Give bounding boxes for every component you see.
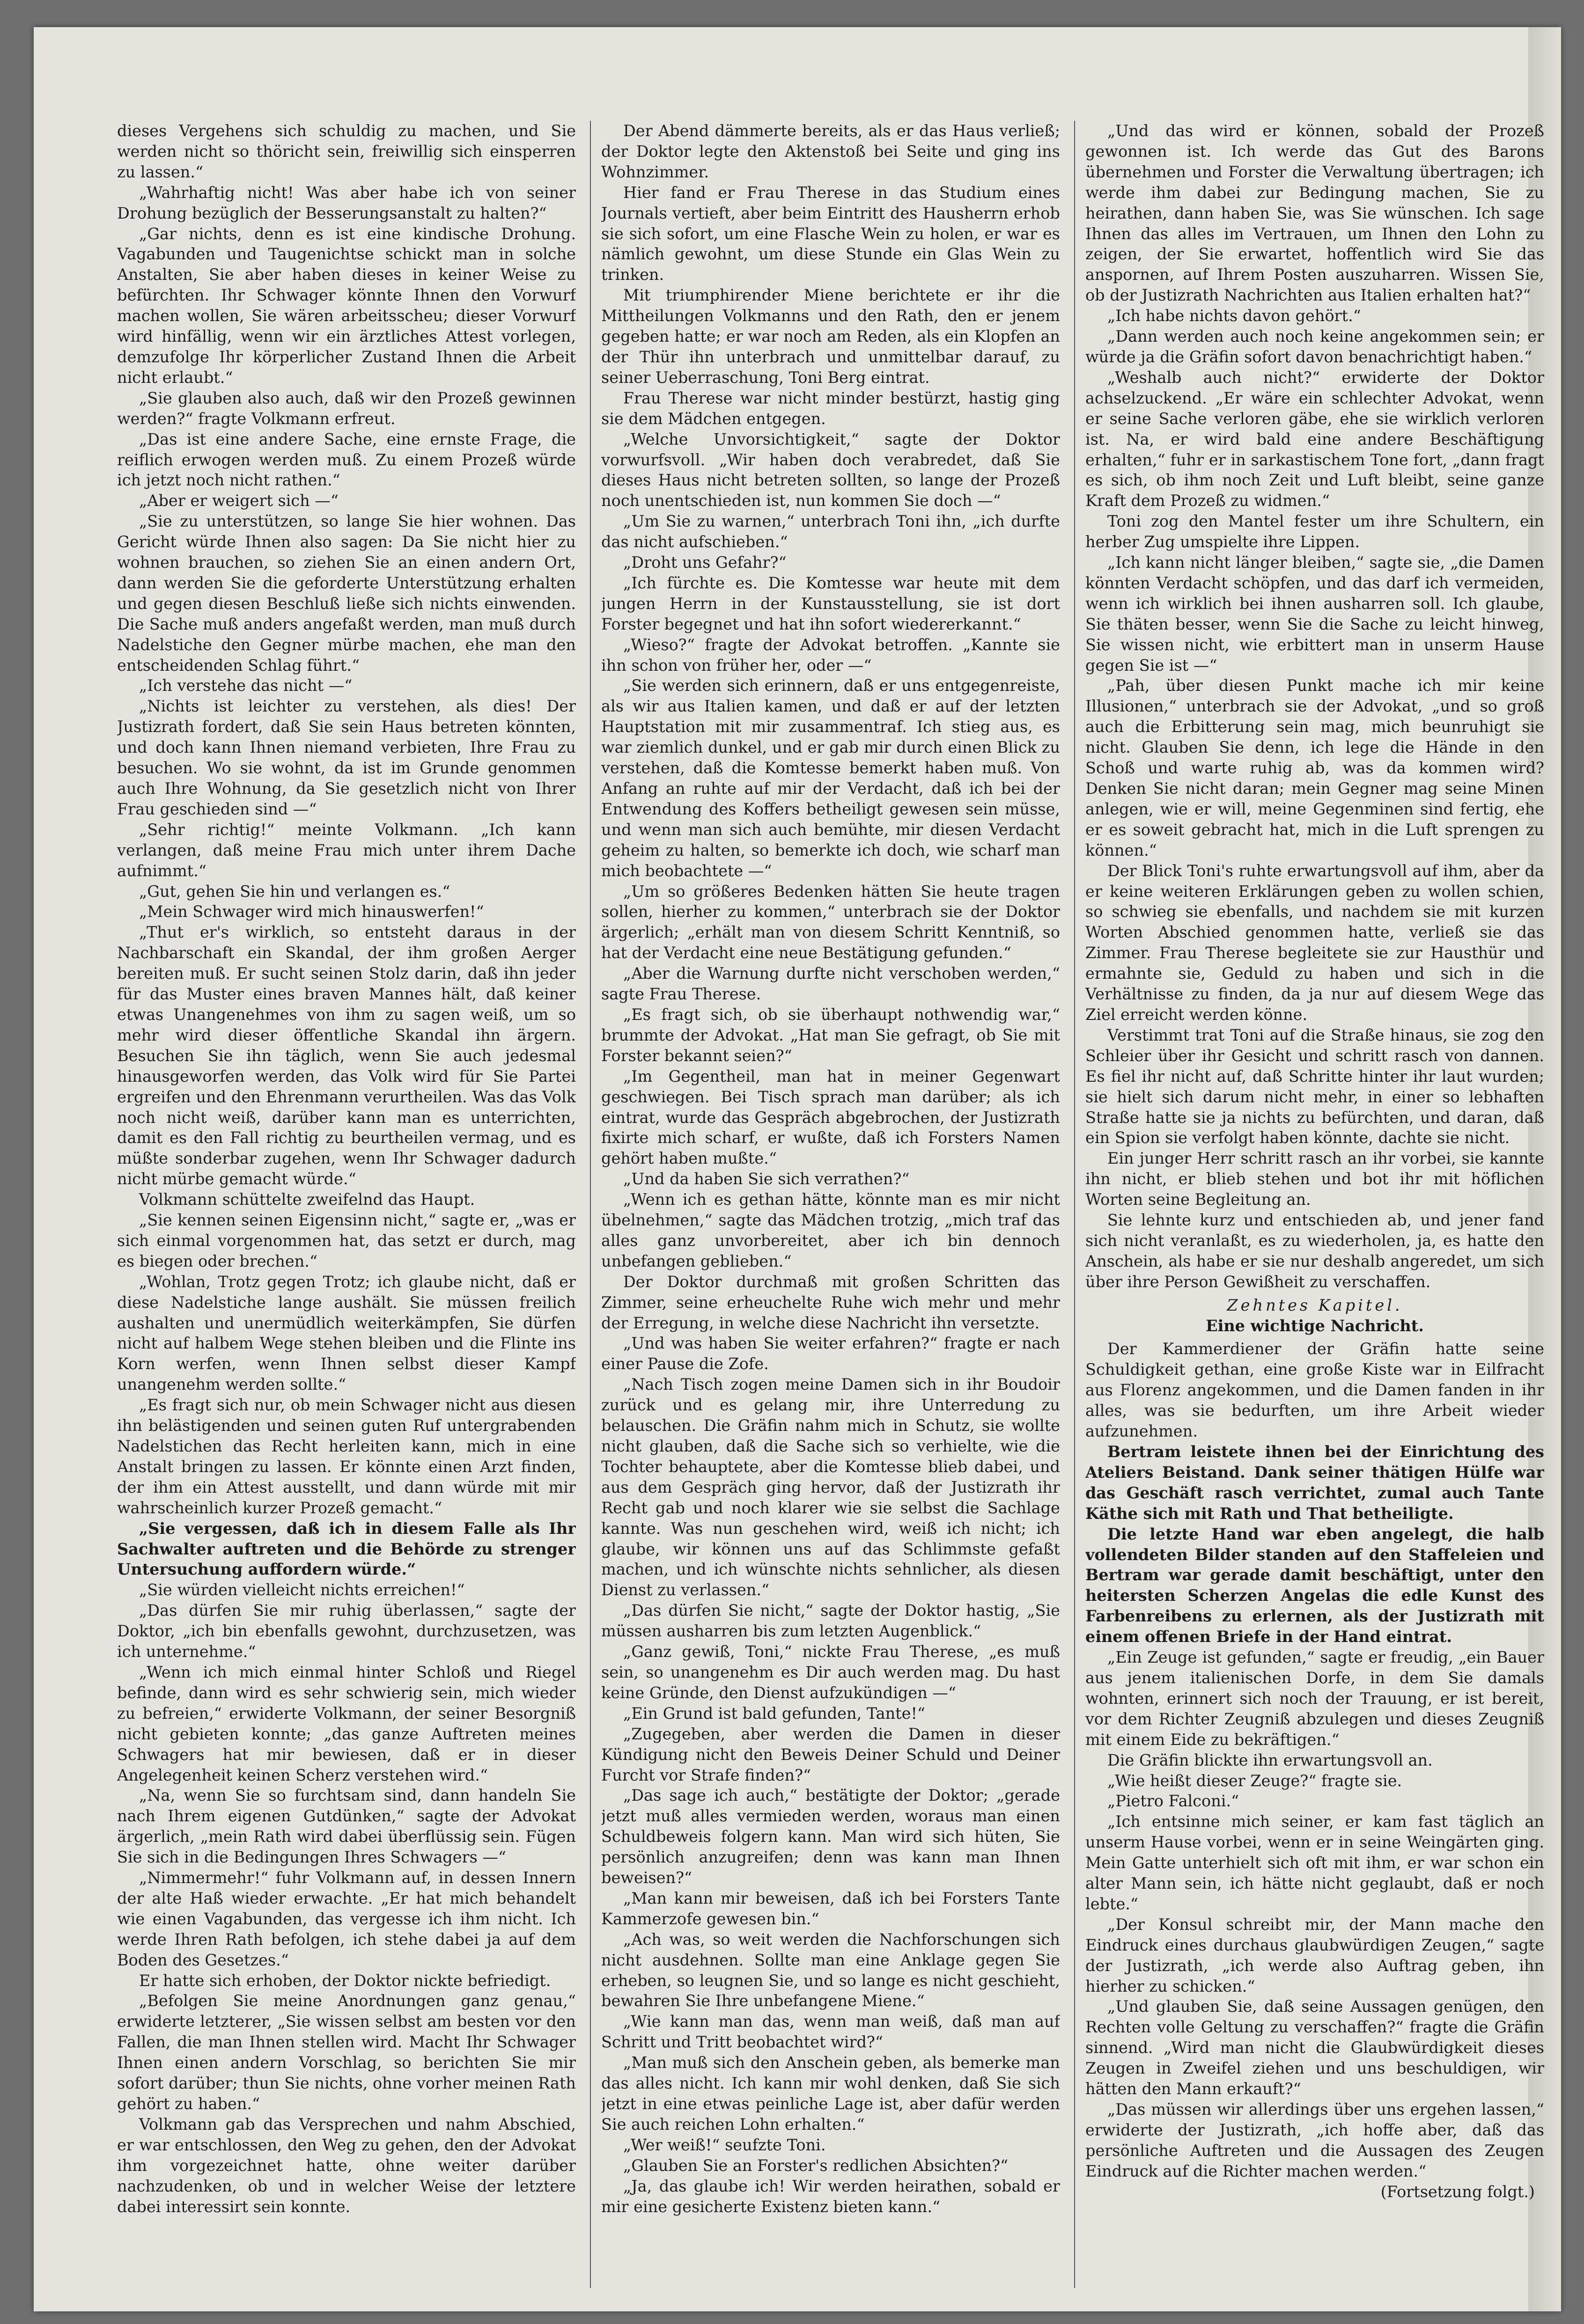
- paragraph: Die Gräfin blickte ihn erwartungsvoll an.: [1107, 1751, 1433, 1769]
- paragraph: „Pah, über diesen Punkt mache ich mir keine Illusionen,“ unterbrach sie der Advokat, „und so groß auch die Erbitterung sein mag, mich beunruhigt sie nicht. Glauben Sie denn, ich lege die Hände in den Schoß und warte ruhig ab, was da kommen wird? Denken Sie nicht daran; mein Gegner mag seine Minen anlegen, wie er will, meine Gegenminen sind fertig, ehe er es soweit gebracht hat, mich in die Luft sprengen zu können.“: [1085, 676, 1544, 859]
- paragraph: „Wie heißt dieser Zeuge?“ fragte sie.: [1107, 1771, 1402, 1790]
- paragraph: dieses Vergehens sich schuldig zu machen, und Sie werden nicht so thöricht sein, freiwillig sich einsperren zu lassen.“: [117, 122, 576, 181]
- paragraph: „Sie werden sich erinnern, daß er uns entgegenreiste, als wir aus Italien kamen, und daß er auf der letzten Hauptstation mit mir zusammentraf. Ich stieg aus, es war ziemlich dunkel, und er gab mir durch einen Blick zu verstehen, daß die Komtesse bemerkt haben muß. Von Anfang an ruhte auf mir der Verdacht, daß ich bei der Entwendung des Koffers betheiligt gewesen sein müsse, und wenn man sich auch bemühte, mir diesen Verdacht geheim zu halten, so bemerkte ich doch, wie scharf man mich beobachtete —“: [601, 676, 1060, 880]
- column-divider: [590, 121, 591, 2288]
- paragraph: „Wie kann man das, wenn man weiß, daß man auf Schritt und Tritt beobachtet wird?“: [601, 2012, 1060, 2052]
- chapter-title: Eine wichtige Nachricht.: [1206, 1316, 1424, 1335]
- paragraph: Er hatte sich erhoben, der Doktor nickte befriedigt.: [139, 1971, 551, 1990]
- paragraph: „Ja, das glaube ich! Wir werden heirathen, sobald er mir eine gesicherte Existenz bieten kann.“: [601, 2177, 1060, 2216]
- paragraph: Der Kammerdiener der Gräfin hatte seine Schuldigkeit gethan, eine große Kiste war in Eilfracht aus Florenz angekommen, und die Damen fanden in ihr alles, was sie bedurften, um ihre Arbeit wieder aufzunehmen.: [1085, 1340, 1544, 1441]
- paragraph: „Wenn ich es gethan hätte, könnte man es mir nicht übelnehmen,“ sagte das Mädchen trotzig, „mich traf das alles ganz unvorbereitet, aber ich bin dennoch unbefangen geblieben.“: [601, 1190, 1060, 1270]
- paragraph: „Wohlan, Trotz gegen Trotz; ich glaube nicht, daß er diese Nadelstiche lange aushält. Sie müssen freilich aushalten und unermüdlich weiterkämpfen, Sie dürfen nicht auf halbem Wege stehen bleiben und die Flinte ins Korn werfen, wenn Ihnen selbst dieser Kampf unangenehm werden sollte.“: [117, 1272, 576, 1394]
- paragraph: „Befolgen Sie meine Anordnungen ganz genau,“ erwiderte letzterer, „Sie wissen selbst am besten vor den Fallen, die man Ihnen stellen wird. Macht Ihr Schwager Ihnen einen andern Vorschlag, so berichten Sie mir sofort darüber; thun Sie nichts, ohne vorher meinen Rath gehört zu haben.“: [117, 1992, 576, 2113]
- paragraph: „Und da haben Sie sich verrathen?“: [623, 1170, 910, 1188]
- paragraph: Sie lehnte kurz und entschieden ab, und jener fand sich nicht veranlaßt, es zu wiederholen, ja, es hatte den Anschein, als habe er sie nur deshalb angeredet, um sich über ihre Person Gewißheit zu verschaffen.: [1085, 1211, 1544, 1291]
- paragraph: „Um Sie zu warnen,“ unterbrach Toni ihn, „ich durfte das nicht aufschieben.“: [601, 512, 1060, 551]
- newspaper-page: [34, 27, 1561, 2311]
- paragraph: „Nichts ist leichter zu verstehen, als dies! Der Justizrath fordert, daß Sie sein Haus betreten könnten, und doch kann Ihnen niemand verbieten, Ihre Frau zu besuchen. Wo sie wohnt, da ist im Grunde genommen auch Ihre Wohnung, da Sie gesetzlich nicht von Ihrer Frau geschieden sind —“: [117, 697, 576, 818]
- paragraph: „Zugegeben, aber werden die Damen in dieser Kündigung nicht den Beweis Deiner Schuld und Deiner Furcht vor Strafe finden?“: [601, 1724, 1060, 1784]
- text-column-1: [117, 121, 576, 2293]
- paragraph: Mit triumphirender Miene berichtete er ihr die Mittheilungen Volkmanns und den Rath, den er jenem gegeben hatte; er war noch am Reden, als ein Klopfen an der Thür ihn unterbrach und unmittelbar darauf, zu seiner Ueberraschung, Toni Berg eintrat.: [601, 286, 1060, 387]
- paragraph: „Na, wenn Sie so furchtsam sind, dann handeln Sie nach Ihrem eigenen Gutdünken,“ sagte der Advokat ärgerlich, „mein Rath wird dabei überflüssig sein. Fügen Sie sich in die Bedingungen Ihres Schwagers —“: [117, 1786, 576, 1867]
- paragraph: „Und glauben Sie, daß seine Aussagen genügen, den Rechten volle Geltung zu verschaffen?“ fragte die Gräfin sinnend. „Wird man nicht die Glaubwürdigkeit dieses Zeugen in Zweifel ziehen und uns beschuldigen, wir hätten den Mann erkauft?“: [1085, 1997, 1544, 2098]
- paragraph: Frau Therese war nicht minder bestürzt, hastig ging sie dem Mädchen entgegen.: [601, 389, 1060, 428]
- column-divider: [1074, 121, 1075, 2288]
- paragraph: Ein junger Herr schritt rasch an ihr vorbei, sie kannte ihn nicht, er blieb stehen und bot ihr mit höflichen Worten seine Begleitung an.: [1085, 1149, 1544, 1209]
- paragraph: „Das dürfen Sie mir ruhig überlassen,“ sagte der Doktor, „ich bin ebenfalls gewohnt, durchzusetzen, was ich unternehme.“: [117, 1601, 576, 1661]
- paragraph: Der Abend dämmerte bereits, als er das Haus verließ; der Doktor legte den Aktenstoß bei Seite und ging ins Wohnzimmer.: [601, 122, 1060, 181]
- paragraph: Verstimmt trat Toni auf die Straße hinaus, sie zog den Schleier über ihr Gesicht und schritt rasch von dannen. Es fiel ihr nicht auf, daß Schritte hinter ihr laut wurden; sie hielt sich darum nicht mehr, in einer so lebhaften Straße hatte sie ja nichts zu befürchten, und daran, daß ein Spion sie verfolgt haben könnte, dachte sie nicht.: [1085, 1026, 1544, 1147]
- paragraph: „Weshalb auch nicht?“ erwiderte der Doktor achselzuckend. „Er wäre ein schlechter Advokat, wenn er seine Sache verloren gäbe, ehe sie wirklich verloren ist. Na, er wird bald eine andere Beschäftigung erhalten,“ fuhr er in sarkastischem Tone fort, „dann fragt es sich, ob ihm noch Zeit und Luft bleibt, seine ganze Kraft dem Prozeß zu widmen.“: [1085, 368, 1544, 510]
- paragraph: „Thut er's wirklich, so entsteht daraus in der Nachbarschaft ein Skandal, der ihm großen Aerger bereiten muß. Er sucht seinen Stolz darin, daß ihn jeder für das Muster eines braven Mannes hält, daß keiner etwas Unangenehmes von ihm zu sagen weiß, um so mehr wird dieser öffentliche Skandal ihn ärgern. Besuchen Sie ihn täglich, wenn Sie auch jedesmal hinausgeworfen werden, das Volk wird für Sie Partei ergreifen und den Ehrenmann verurtheilen. Was das Volk noch nicht weiß, darüber kann man es unterrichten, damit es den Fall richtig zu beurtheilen vermag, und es müßte sonderbar zugehen, wenn Ihr Schwager dadurch nicht mürbe gemacht würde.“: [117, 923, 576, 1188]
- paragraph: „Ich entsinne mich seiner, er kam fast täglich an unserm Hause vorbei, wenn er in seine Weingärten ging. Mein Gatte unterhielt sich oft mit ihm, er war schon ein alter Mann sein, ich hätte nicht geglaubt, daß er noch lebte.“: [1085, 1812, 1544, 1913]
- paragraph: „Ich verstehe das nicht —“: [139, 676, 353, 695]
- paragraph: „Glauben Sie an Forster's redlichen Absichten?“: [623, 2156, 1009, 2175]
- continuation-note: (Fortsetzung folgt.): [1380, 2182, 1535, 2201]
- paragraph: „Sie würden vielleicht nichts erreichen!“: [139, 1581, 465, 1599]
- paragraph: „Man muß sich den Anschein geben, als bemerke man das alles nicht. Ich kann mir wohl denken, daß Sie sich jetzt in eine etwas peinliche Lage ist, aber dafür werden Sie auch reichen Lohn erhalten.“: [601, 2053, 1060, 2133]
- paragraph: „Nimmermehr!“ fuhr Volkmann auf, in dessen Innern der alte Haß wieder erwachte. „Er hat mich behandelt wie einen Vagabunden, das vergesse ich ihm nicht. Ich werde Ihren Rath befolgen, ich stehe dabei ja auf dem Boden des Gesetzes.“: [117, 1869, 576, 1969]
- paragraph: „Wieso?“ fragte der Advokat betroffen. „Kannte sie ihn schon von früher her, oder —“: [601, 635, 1060, 674]
- paragraph: „Wer weiß!“ seufzte Toni.: [623, 2135, 826, 2154]
- paragraph: „Und das wird er können, sobald der Prozeß gewonnen ist. Ich werde das Gut des Barons übernehmen und Forster die Verwaltung übertragen; ich werde ihm dabei zur Bedingung machen, Sie zu heirathen, dann haben Sie, was Sie wünschen. Ich sage Ihnen das alles im Vertrauen, um Ihnen den Lohn zu zeigen, der Sie erwartet, hoffentlich wird Sie das anspornen, auf Ihrem Posten auszuharren. Wissen Sie, ob der Justizrath Nachrichten aus Italien erhalten hat?“: [1085, 122, 1544, 305]
- paragraph: Der Blick Toni's ruhte erwartungsvoll auf ihm, aber da er keine weiteren Erklärungen geben zu wollen schien, so schwieg sie ebenfalls, und nachdem sie mit kurzen Worten Abschied genommen hatte, verließ sie das Zimmer. Frau Therese begleitete sie zur Hausthür und ermahnte sie, Geduld zu haben und sich in die Verhältnisse zu finden, da ja nur auf diesem Wege das Ziel erreicht werden könne.: [1085, 861, 1544, 1024]
- paragraph: „Welche Unvorsichtigkeit,“ sagte der Doktor vorwurfsvoll. „Wir haben doch verabredet, daß Sie dieses Haus nicht betreten sollten, so lange der Prozeß noch unentschieden ist, nun kommen Sie doch —“: [601, 430, 1060, 510]
- paragraph: „Ach was, so weit werden die Nachforschungen sich nicht ausdehnen. Sollte man eine Anklage gegen Sie erheben, so leugnen Sie, und so lange es nicht geschieht, bewahren Sie Ihre unbefangene Miene.“: [601, 1930, 1060, 2010]
- paragraph: „Ich fürchte es. Die Komtesse war heute mit dem jungen Herrn in der Kunstausstellung, sie ist dort Forster begegnet und hat ihn sofort wiedererkannt.“: [601, 573, 1060, 633]
- paragraph: „Nach Tisch zogen meine Damen sich in ihr Boudoir zurück und es gelang mir, ihre Unterredung zu belauschen. Die Gräfin nahm mich in Schutz, sie wollte nicht glauben, daß die Sache sich so verhielte, wie die Tochter behauptete, aber die Komtesse blieb dabei, und aus dem Gespräch ging hervor, daß der Justizrath ihr Recht gab und noch klarer wie sie selbst die Sachlage kannte. Was nun geschehen wird, weiß ich nicht; ich glaube, wir können uns auf das Schlimmste gefaßt machen, und ich wünschte nichts sehnlicher, als diesen Dienst zu verlassen.“: [601, 1375, 1060, 1599]
- paragraph: „Droht uns Gefahr?“: [623, 553, 787, 572]
- paragraph: „Das ist eine andere Sache, eine ernste Frage, die reiflich erwogen werden muß. Zu einem Prozeß würde ich jetzt noch nicht rathen.“: [117, 430, 576, 490]
- paragraph: „Wenn ich mich einmal hinter Schloß und Riegel befinde, dann wird es sehr schwierig sein, mich wieder zu befreien,“ erwiderte Volkmann, der seiner Besorgniß nicht gebieten konnte; „das ganze Auftreten meines Schwagers hat mir bewiesen, daß er in dieser Angelegenheit keinen Scherz verstehen wird.“: [117, 1663, 576, 1784]
- paragraph: „Ich habe nichts davon gehört.“: [1107, 307, 1361, 325]
- paragraph: Die letzte Hand war eben angelegt, die halb vollendeten Bilder standen auf den Staffeleien und Bertram war gerade damit beschäftigt, unter den heitersten Scherzen Angelas die edle Kunst des Farbenreibens zu erlernen, als der Justizrath mit einem offenen Briefe in der Hand eintrat.: [1085, 1525, 1544, 1646]
- paragraph: „Es fragt sich nur, ob mein Schwager nicht aus diesen ihn belästigenden und seinen guten Ruf untergrabenden Nadelstichen das Recht herleiten kann, mich in eine Anstalt bringen zu lassen. Er könnte einen Arzt finden, der ihm ein Attest ausstellt, und dann würde mit mir wahrscheinlich kurzer Prozeß gemacht.“: [117, 1396, 576, 1517]
- paragraph: „Und was haben Sie weiter erfahren?“ fragte er nach einer Pause die Zofe.: [601, 1334, 1060, 1373]
- paragraph: „Ich kann nicht länger bleiben,“ sagte sie, „die Damen könnten Verdacht schöpfen, und das darf ich vermeiden, wenn ich wirklich bei ihnen ausharren soll. Ich glaube, Sie thäten besser, wenn Sie die Sache zu leicht hinweg, Sie wissen nicht, wie erbittert man in unserm Hause gegen Sie ist —“: [1085, 553, 1544, 674]
- paragraph: „Sie zu unterstützen, so lange Sie hier wohnen. Das Gericht würde Ihnen also sagen: Da Sie nicht hier zu wohnen brauchen, so ziehen Sie an einen andern Ort, dann werden Sie die geforderte Unterstützung erhalten und gegen diesen Beschluß ließe sich nichts einwenden. Die Sache muß anders angefaßt werden, man muß durch Nadelstiche den Gegner mürbe machen, ehe man den entscheidenden Schlag führt.“: [117, 512, 576, 674]
- text-column-2: [601, 121, 1060, 2293]
- paragraph: „Der Konsul schreibt mir, der Mann mache den Eindruck eines durchaus glaubwürdigen Zeugen,“ sagte der Justizrath, „ich werde also Auftrag geben, ihn hierher zu schicken.“: [1085, 1915, 1544, 1995]
- paragraph: „Das dürfen Sie nicht,“ sagte der Doktor hastig, „Sie müssen ausharren bis zum letzten Augenblick.“: [601, 1601, 1060, 1641]
- paragraph: „Sie glauben also auch, daß wir den Prozeß gewinnen werden?“ fragte Volkmann erfreut.: [117, 389, 576, 428]
- text-column-3: [1085, 121, 1544, 2293]
- paragraph: Hier fand er Frau Therese in das Studium eines Journals vertieft, aber beim Eintritt des Hausherrn erhob sie sich sofort, um eine Flasche Wein zu holen, er war es nämlich gewohnt, um diese Stunde ein Glas Wein zu trinken.: [601, 183, 1060, 284]
- paragraph: „Dann werden auch noch keine angekommen sein; er würde ja die Gräfin sofort davon benachrichtigt haben.“: [1085, 327, 1544, 366]
- paragraph: „Mein Schwager wird mich hinauswerfen!“: [139, 902, 484, 921]
- paragraph: „Ein Zeuge ist gefunden,“ sagte er freudig, „ein Bauer aus jenem italienischen Dorfe, in dem Sie damals wohnten, erinnert sich noch der Trauung, er ist bereit, vor dem Richter Zeugniß abzulegen und dieses Zeugniß mit einem Eide zu bekräftigen.“: [1085, 1648, 1544, 1749]
- paragraph: „Pietro Falconi.“: [1107, 1792, 1239, 1811]
- paragraph: „Man kann mir beweisen, daß ich bei Forsters Tante Kammerzofe gewesen bin.“: [601, 1889, 1060, 1928]
- paragraph: „Gar nichts, denn es ist eine kindische Drohung. Vagabunden und Taugenichtse schickt man in solche Anstalten, Sie aber haben dieses in keiner Weise zu befürchten. Ihr Schwager könnte Ihnen den Vorwurf machen wollen, Sie wären arbeitsscheu; dieser Vorwurf wird hinfällig, wenn wir ein ärztliches Attest vorlegen, demzufolge Ihr körperlicher Zustand Ihnen die Arbeit nicht erlaubt.“: [117, 224, 576, 387]
- paragraph: „Es fragt sich, ob sie überhaupt nothwendig war,“ brummte der Advokat. „Hat man Sie gefragt, ob Sie mit Forster bekannt seien?“: [601, 1005, 1060, 1065]
- paragraph: Volkmann gab das Versprechen und nahm Abschied, er war entschlossen, den Weg zu gehen, den der Advokat ihm vorgezeichnet hatte, ohne weiter darüber nachzudenken, ob und in welcher Weise der letztere dabei interessirt sein konnte.: [117, 2115, 576, 2216]
- paragraph: „Gut, gehen Sie hin und verlangen es.“: [139, 882, 450, 901]
- paragraph: „Das müssen wir allerdings über uns ergehen lassen,“ erwiderte der Justizrath, „ich hoffe aber, daß das persönliche Auftreten und die Aussagen des Zeugen Eindruck auf die Richter machen werden.“: [1085, 2100, 1544, 2180]
- paragraph: Toni zog den Mantel fester um ihre Schultern, ein herber Zug umspielte ihre Lippen.: [1085, 512, 1544, 551]
- paragraph: „Wahrhaftig nicht! Was aber habe ich von seiner Drohung bezüglich der Besserungsanstalt zu halten?“: [117, 183, 576, 222]
- paragraph: „Ganz gewiß, Toni,“ nickte Frau Therese, „es muß sein, so unangenehm es Dir auch werden mag. Du hast keine Gründe, den Dienst aufzukündigen —“: [601, 1642, 1060, 1702]
- paragraph: „Um so größeres Bedenken hätten Sie heute tragen sollen, hierher zu kommen,“ unterbrach sie der Doktor ärgerlich; „erhält man von diesem Schritt Kenntniß, so hat der Verdacht eine neue Bestätigung gefunden.“: [601, 882, 1060, 962]
- paragraph: „Das sage ich auch,“ bestätigte der Doktor; „gerade jetzt muß alles vermieden werden, woraus man einen Schuldbeweis folgern kann. Man wird sich hüten, Sie persönlich anzugreifen; denn was kann man Ihnen beweisen?“: [601, 1786, 1060, 1887]
- paragraph: „Ein Grund ist bald gefunden, Tante!“: [623, 1704, 926, 1723]
- paragraph: „Aber die Warnung durfte nicht verschoben werden,“ sagte Frau Therese.: [601, 964, 1060, 1004]
- paragraph: „Sie kennen seinen Eigensinn nicht,“ sagte er, „was er sich einmal vorgenommen hat, das setzt er durch, mag es biegen oder brechen.“: [117, 1211, 576, 1270]
- paragraph: „Im Gegentheil, man hat in meiner Gegenwart geschwiegen. Bei Tisch sprach man darüber; als ich eintrat, wurde das Gespräch abgebrochen, der Justizrath fixirte mich scharf, er wußte, daß ich Forsters Namen gehört haben mußte.“: [601, 1067, 1060, 1168]
- paragraph: „Sehr richtig!“ meinte Volkmann. „Ich kann verlangen, daß meine Frau mich unter ihrem Dache aufnimmt.“: [117, 820, 576, 880]
- paragraph: „Aber er weigert sich —“: [139, 491, 339, 510]
- paragraph: Volkmann schüttelte zweifelnd das Haupt.: [139, 1190, 475, 1209]
- paragraph: Bertram leistete ihnen bei der Einrichtung des Ateliers Beistand. Dank seiner thätigen Hülfe war das Geschäft rasch verrichtet, zumal auch Tante Käthe sich mit Rath und That betheiligte.: [1085, 1443, 1544, 1523]
- paragraph: „Sie vergessen, daß ich in diesem Falle als Ihr Sachwalter auftreten und die Behörde zu strenger Untersuchung auffordern würde.“: [117, 1519, 576, 1579]
- paragraph: Der Doktor durchmaß mit großen Schritten das Zimmer, seine erheuchelte Ruhe wich mehr und mehr der Erregung, in welche diese Nachricht ihn versetzte.: [601, 1272, 1060, 1332]
- chapter-heading: Zehntes Kapitel.: [1227, 1296, 1403, 1314]
